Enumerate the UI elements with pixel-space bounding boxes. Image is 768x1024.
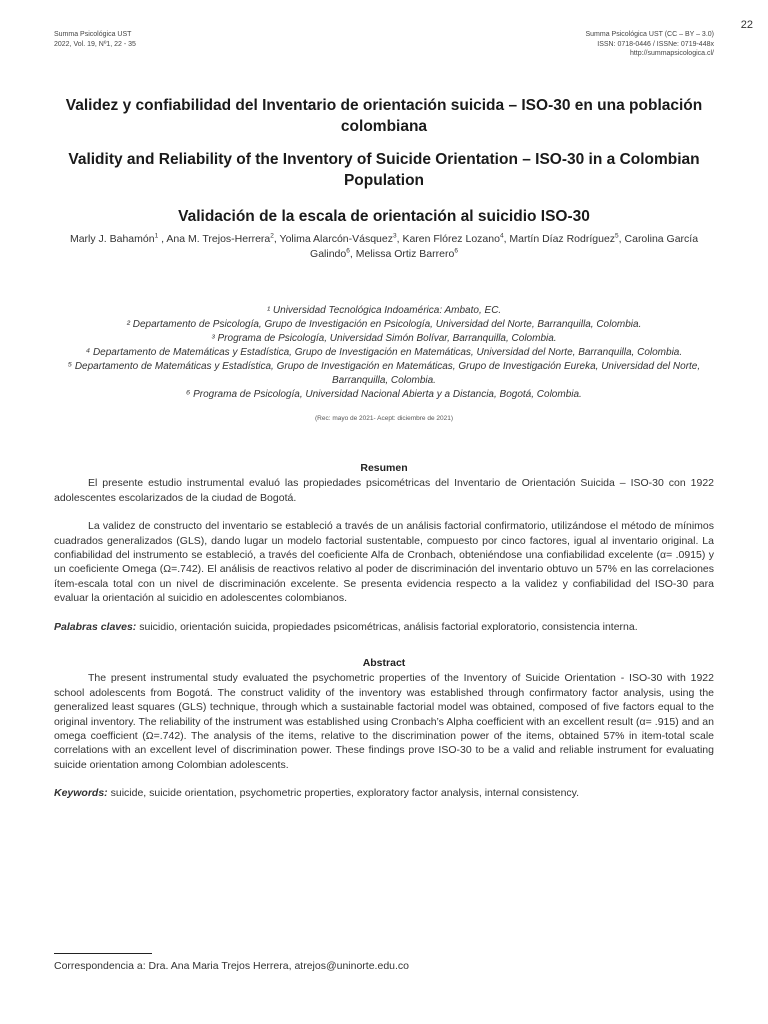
journal-license: Summa Psicológica UST (CC – BY – 3.0) — [585, 31, 714, 38]
page-number: 22 — [740, 19, 753, 31]
affiliation: ³ Programa de Psicología, Universidad Simón Bolívar, Barranquilla, Colombia. — [211, 333, 557, 344]
title-english: Validity and Reliability of the Inventory of Suicide Orientation – ISO-30 in a Colombian Population — [68, 151, 700, 189]
affiliation: ⁶ Programa de Psicología, Universidad Nacional Abierta y a Distancia, Bogotá, Colombia. — [186, 389, 582, 400]
issn-info: ISSN: 0718-0446 / ISSNe: 0719-448x — [597, 40, 714, 48]
abstract-paragraph: The present instrumental study evaluated the psychometric properties of the Inventory of Suicide Orientation - ISO-30 with 1922 school adolescents from Bogotá. The construct validity of the inventory was established through confirmatory factor analysis, using the generalized least squares (GLS) technique, through which a sustainable factorial model was obtained, composed of five factors equal to the original inventory. The reliability of the instrument was established using Cronbach’s Alpha coefficient with an excellent result (α= .915) and an omega coefficient (Ω=.742). The analysis of the items, relative to the discrimination power of the items, obtained 57% in item-total scale correlations with an excellent level of discrimination power. These findings prove ISO-30 to be a valid and reliable instrument for evaluating suicide orientation among Colombian adolescents. — [54, 672, 714, 771]
keywords-text: suicide, suicide orientation, psychometric properties, exploratory factor analysis, internal consistency. — [107, 787, 580, 800]
affiliation: ⁵ Departamento de Matemáticas y Estadística, Grupo de Investigación en Matemáticas, Grupo de Investigación Eureka, Universidad del Norte, Barranquilla, Colombia. — [67, 361, 701, 386]
author: Carolina García Galindo$^6$, — [310, 233, 699, 260]
title-block — [54, 95, 714, 227]
author: Martín Díaz Rodríguez$^5$, — [509, 232, 625, 245]
affiliation: ⁴ Departamento de Matemáticas y Estadística, Grupo de Investigación en Matemáticas, Universidad del Norte, Barranquilla, Colombia. — [85, 347, 683, 358]
received-dates: (Rec: mayo de 2021- Acept: diciembre de 2021) — [314, 415, 454, 422]
resumen-keywords — [54, 620, 714, 634]
abstract-heading: Abstract — [362, 657, 406, 669]
affiliation: ² Departamento de Psicología, Grupo de Investigación en Psicología, Universidad del Norte, Barranquilla, Colombia. — [126, 319, 642, 330]
journal-name: Summa Psicológica UST — [54, 31, 132, 38]
resumen-section — [54, 461, 714, 634]
keywords-label: Palabras claves: — [54, 620, 137, 633]
resumen-paragraph: La validez de constructo del inventario se estableció a través de un análisis factorial confirmatorio, utilizándose el método de mínimos cuadrados generalizados (GLS), dando lugar un modelo factorial sustentable, compuesto por cinco factores, igual al inventario original. La confiabilidad del instrumento se estableció, a través del coeficiente Alfa de Cronbach, obteniéndose una confiabilidad excelente (α= .0915) y un coeficiente Omega (Ω=.742). El análisis de reactivos relativo al poder de discriminación del inventario obtuvo un 57% en las correlaciones ítem-escala total con un nivel de discriminación excelente. Se presenta evidencia respecto a la validez y confiabilidad del ISO-30 para evaluar la orientación al suicidio en adolescentes colombianos. — [54, 520, 714, 605]
abstract-section — [54, 656, 714, 801]
issue-info: 2022, Vol. 19, Nº1, 22 - 35 — [54, 40, 136, 48]
affiliation-list — [54, 304, 714, 402]
title-short: Validación de la escala de orientación al suicidio ISO-30 — [178, 208, 590, 225]
keywords-label: Keywords: — [54, 787, 108, 800]
resumen-paragraph: El presente estudio instrumental evaluó las propiedades psicométricas del Inventario de Orientación Suicida – ISO-30 con 1922 adolescentes escolarizados de la ciudad de Bogotá. — [54, 477, 714, 504]
author: Ana M. Trejos-Herrera$^2$, — [166, 232, 280, 245]
keywords-text: suicidio, orientación suicida, propiedades psicométricas, análisis factorial exploratorio, consistencia interna. — [136, 620, 638, 633]
author: Melissa Ortiz Barrero$^6$ — [355, 247, 458, 260]
affiliation: ¹ Universidad Tecnológica Indoamérica: Ambato, EC. — [266, 305, 502, 316]
running-header-left — [54, 30, 136, 49]
abstract-keywords — [54, 786, 714, 800]
author: Yolima Alarcón-Vásquez$^3$, — [279, 232, 403, 245]
running-header-right — [585, 30, 714, 59]
author: Marly J. Bahamón$^1$ , — [69, 232, 167, 245]
author: Karen Flórez Lozano$^4$, — [402, 232, 510, 245]
title-spanish: Validez y confiabilidad del Inventario de orientación suicida – ISO-30 en una población colombiana — [65, 97, 703, 135]
footnote-divider — [54, 953, 152, 954]
author-list — [54, 232, 714, 262]
correspondence-footnote: Correspondencia a: Dra. Ana Maria Trejos Herrera, atrejos@uninorte.edu.co — [54, 960, 410, 972]
resumen-heading: Resumen — [360, 462, 408, 474]
journal-url-link[interactable]: http://summapsicologica.cl/ — [629, 50, 714, 57]
